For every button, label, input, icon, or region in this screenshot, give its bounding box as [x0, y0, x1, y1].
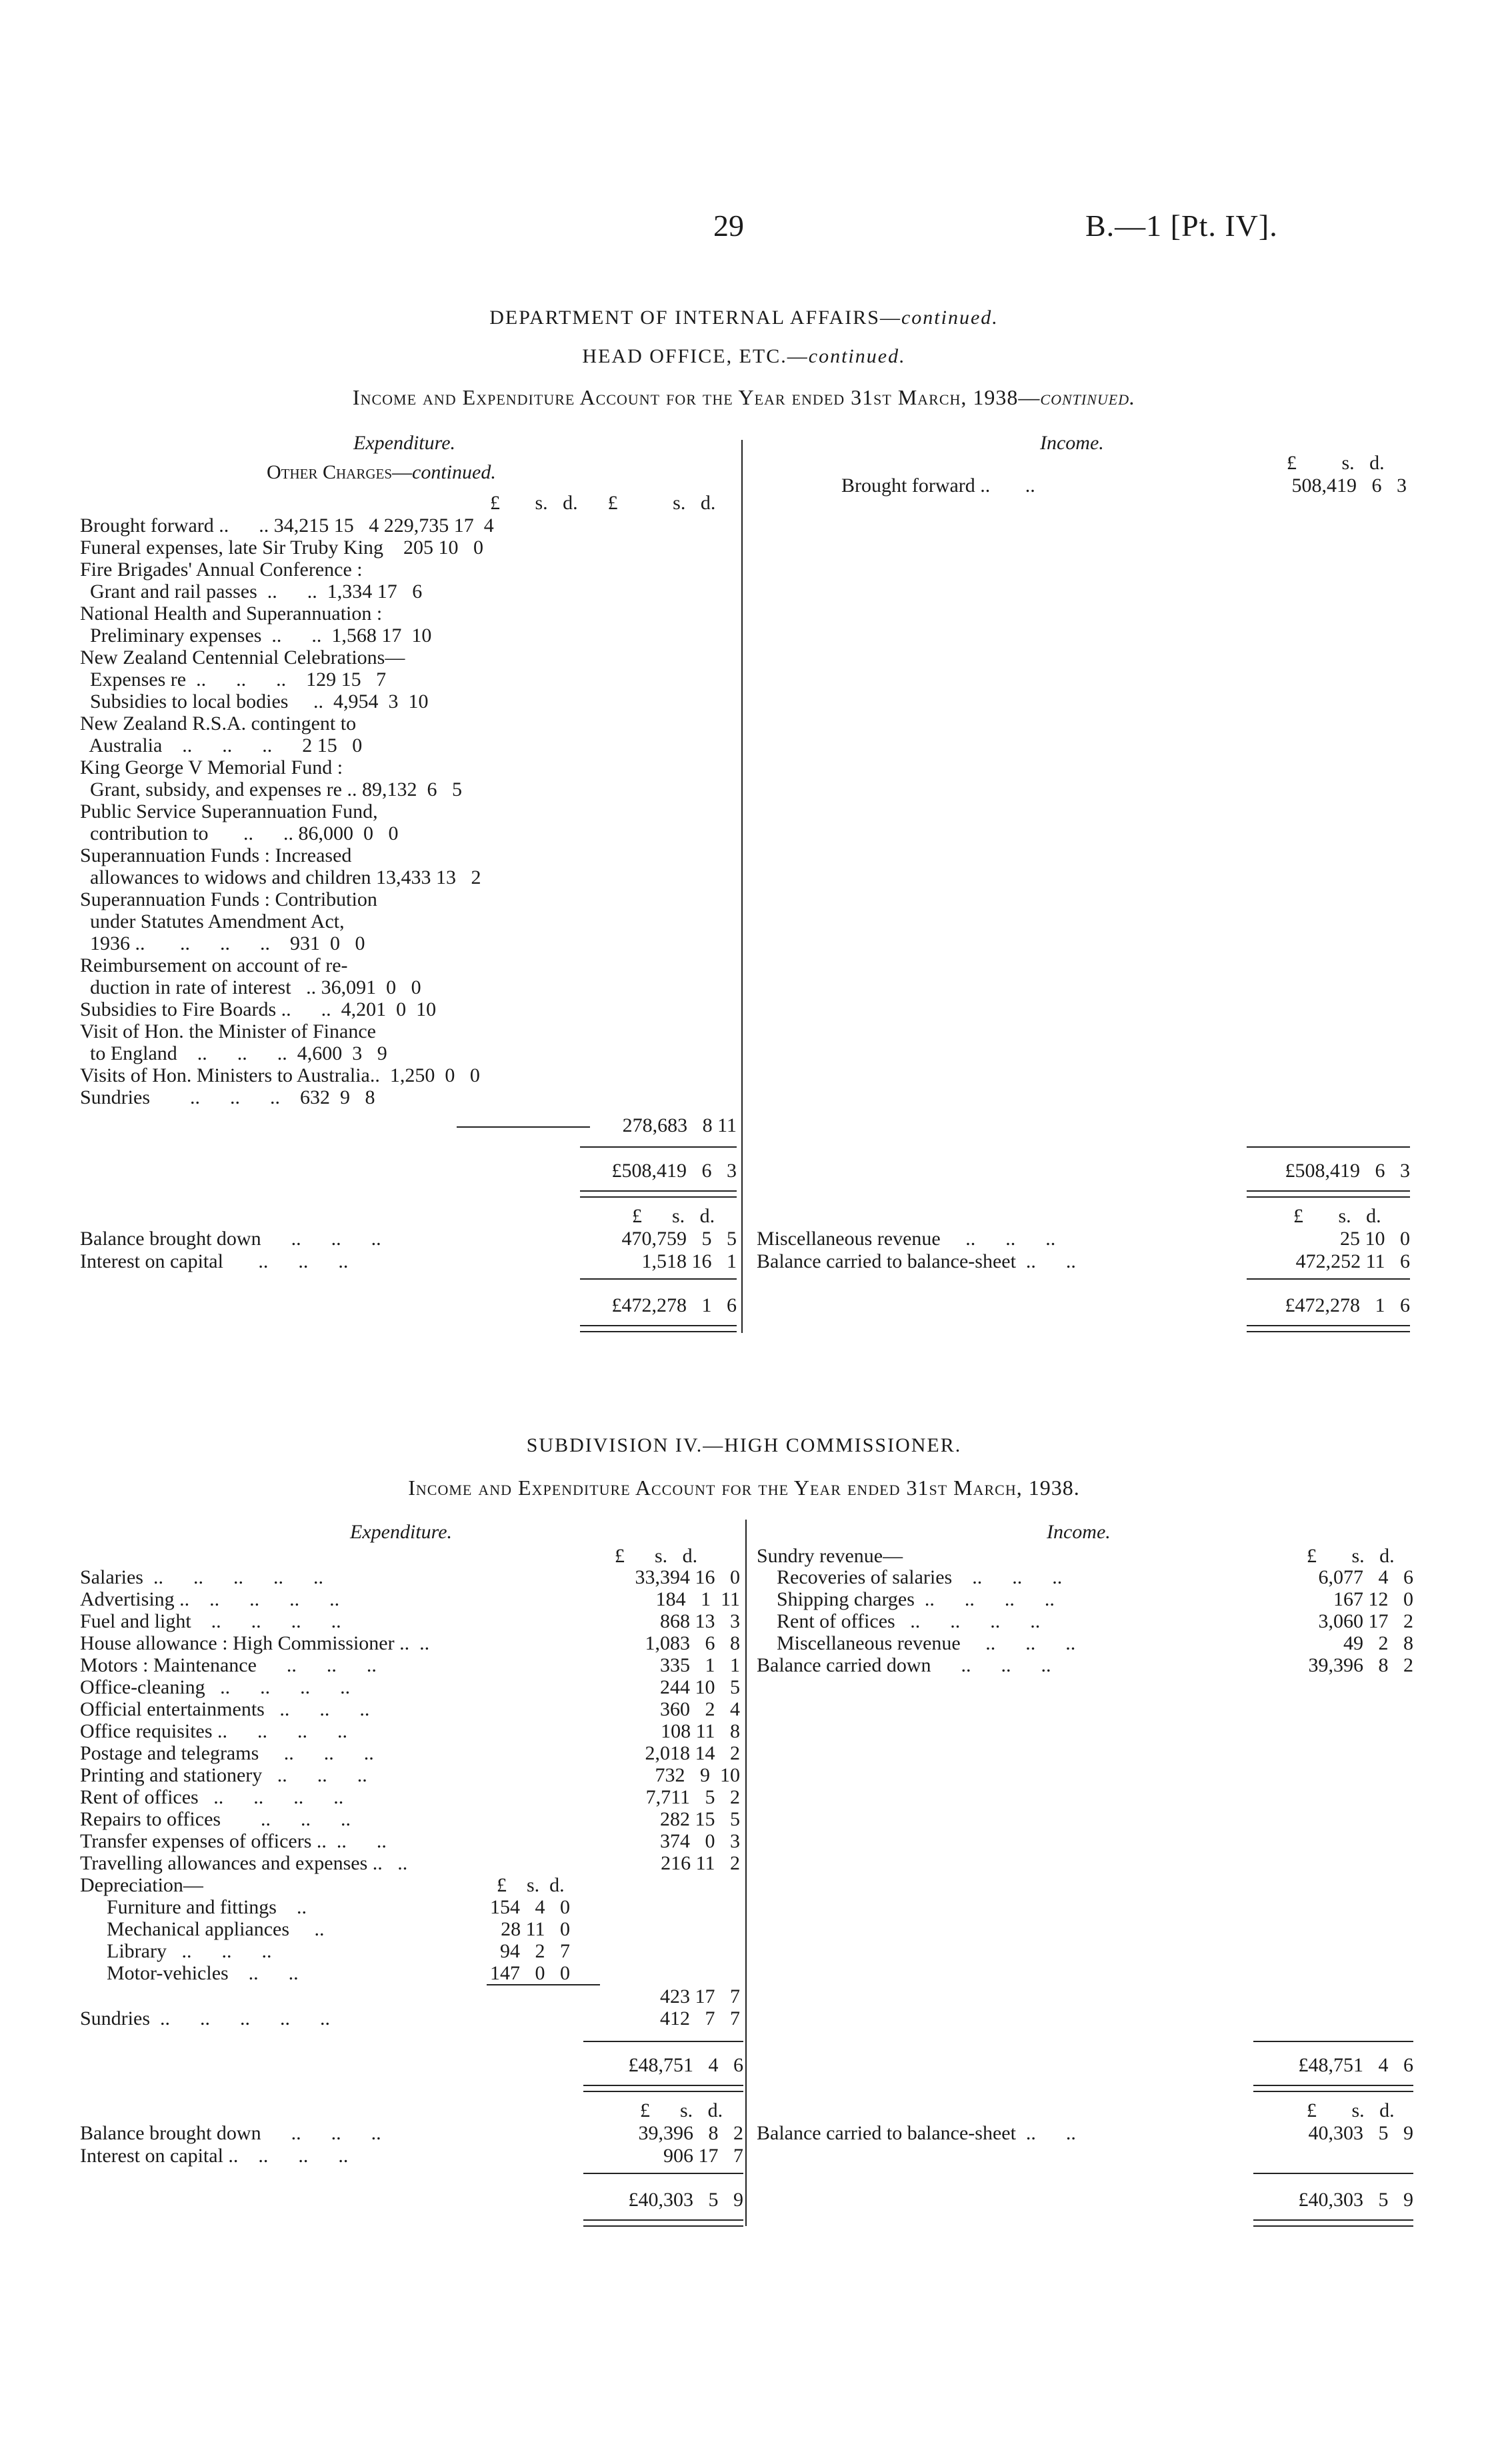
income-row-amount: 6,077 4 6 [1318, 1566, 1413, 1588]
expenditure-row: Funeral expenses, late Sir Truby King 205 10 0 [80, 537, 483, 559]
expense-row-amount: 216 11 2 [661, 1852, 740, 1874]
total-double-rule [580, 1190, 737, 1198]
sub-income-label: Income. [1047, 1521, 1111, 1543]
income-row-amount: 49 2 8 [1343, 1632, 1413, 1654]
balance-total-right: £472,278 1 6 [1285, 1294, 1410, 1316]
bal-double-rule-left [580, 1325, 737, 1332]
expense-row-label: Advertising .. .. .. .. .. [80, 1588, 340, 1610]
expense-row [80, 1852, 740, 1874]
subdivision-account-title: Income and Expenditure Account for the Year ended 31st March, 1938. [408, 1476, 1080, 1500]
sub-bal-column-header-left: £ s. d. [640, 2099, 723, 2121]
expenditure-row: Brought forward .. .. 34,215 15 4 229,735 17 4 [80, 515, 494, 537]
depreciation-total-amount: 423 17 7 [660, 1985, 740, 2007]
balance-carried-amount: 472,252 11 6 [1295, 1250, 1410, 1272]
expenditure-row: 1936 .. .. .. .. 931 0 0 [80, 932, 365, 954]
depreciation-column-header: £ s. d. [497, 1874, 565, 1896]
income-total: £508,419 6 3 [1285, 1160, 1410, 1182]
sub-balance-total-right: £40,303 5 9 [1298, 2189, 1413, 2211]
expense-row [80, 1830, 740, 1852]
sub-income-rows [757, 1566, 1413, 1676]
expense-row [80, 1588, 740, 1610]
expense-row-label: Rent of offices .. .. .. .. [80, 1786, 344, 1808]
expense-row [80, 1676, 740, 1698]
expenditure-rows [80, 515, 494, 1108]
sub-balance-total-left: £40,303 5 9 [628, 2189, 743, 2211]
expenditure-row: Expenses re .. .. .. 129 15 7 [80, 668, 387, 690]
expense-row-label: Office requisites .. .. .. .. [80, 1720, 348, 1742]
sub-expenditure-rows [80, 1566, 740, 2029]
expense-row-amount: 244 10 5 [660, 1676, 740, 1698]
expense-row [80, 1786, 740, 1808]
expense-row [80, 1566, 740, 1588]
sundry-revenue-heading: Sundry revenue— [757, 1545, 903, 1567]
income-row-label: Rent of offices .. .. .. .. [777, 1610, 1041, 1632]
sub-balance-brought-down-label: Balance brought down .. .. .. [80, 2122, 381, 2144]
depreciation-row-label: Furniture and fittings .. [107, 1896, 307, 1918]
sub-total-rule-left [583, 2041, 743, 2042]
office-heading: HEAD OFFICE, ETC.—continued. [582, 345, 906, 367]
income-row [757, 1588, 1413, 1610]
expense-row-label: Fuel and light .. .. .. .. [80, 1610, 341, 1632]
column-header-right: £ s. d. [1287, 452, 1385, 474]
expense-row-amount: 374 0 3 [660, 1830, 740, 1852]
sub-bal-double-rule-right [1253, 2219, 1413, 2227]
expense-row [80, 1654, 740, 1676]
sub-bal-rule-right [1253, 2173, 1413, 2174]
expenditure-row: duction in rate of interest .. 36,091 0 0 [80, 976, 421, 998]
expense-row-label: Motors : Maintenance .. .. .. [80, 1654, 377, 1676]
account-title: Income and Expenditure Account for the Year ended 31st March, 1938—continued. [352, 385, 1136, 409]
expenditure-row: Australia .. .. .. 2 15 0 [80, 734, 363, 756]
expenditure-row: Visits of Hon. Ministers to Australia.. 1,250 0 0 [80, 1064, 480, 1086]
total-rule [580, 1146, 737, 1148]
balance-total-left: £472,278 1 6 [611, 1294, 737, 1316]
depreciation-row [80, 1918, 740, 1940]
expenditure-row: contribution to .. .. 86,000 0 0 [80, 822, 399, 844]
depreciation-row-amount: 147 0 0 [490, 1962, 570, 1984]
sundries-row-amount: 412 7 7 [660, 2007, 740, 2029]
sub-column-header-right: £ s. d. [1307, 1545, 1395, 1567]
document-reference: B.—1 [Pt. IV]. [1085, 209, 1278, 243]
sub-column-header-left: £ s. d. [615, 1545, 698, 1567]
expense-row-amount: 282 15 5 [660, 1808, 740, 1830]
page-number: 29 [713, 209, 744, 243]
expenditure-row: Superannuation Funds : Increased [80, 844, 352, 866]
expenditure-row: to England .. .. .. 4,600 3 9 [80, 1042, 387, 1064]
expenditure-row: New Zealand Centennial Celebrations— [80, 646, 405, 668]
depreciation-row [80, 1962, 740, 1984]
expense-row-amount: 335 1 1 [660, 1654, 740, 1676]
sub-interest-amount: 906 17 7 [663, 2145, 743, 2167]
sub-double-rule-right [1253, 2085, 1413, 2092]
bal-total-rule-left [580, 1278, 737, 1280]
expense-row [80, 1632, 740, 1654]
income-row [757, 1610, 1413, 1632]
expense-row [80, 1610, 740, 1632]
depreciation-heading-label: Depreciation— [80, 1874, 203, 1896]
expense-row-amount: 732 9 10 [655, 1764, 740, 1786]
sub-total-rule-right [1253, 2041, 1413, 2042]
expenditure-row: Superannuation Funds : Contribution [80, 888, 377, 910]
sub-balance-brought-down-amount: 39,396 8 2 [638, 2122, 743, 2144]
bal-double-rule-right [1247, 1325, 1410, 1332]
depreciation-row-amount: 28 11 0 [501, 1918, 570, 1940]
expense-row-amount: 7,711 5 2 [645, 1786, 740, 1808]
expenditure-label: Expenditure. [353, 432, 456, 454]
bal-total-rule-right [1247, 1278, 1410, 1280]
expenditure-row: Grant and rail passes .. .. 1,334 17 6 [80, 581, 423, 603]
income-row-amount: 3,060 17 2 [1318, 1610, 1413, 1632]
expense-row-amount: 33,394 16 0 [635, 1566, 740, 1588]
sub-double-rule-left [583, 2085, 743, 2092]
income-row [757, 1566, 1413, 1588]
expenditure-row: Subsidies to Fire Boards .. .. 4,201 0 10 [80, 998, 437, 1020]
expense-row-label: Salaries .. .. .. .. .. [80, 1566, 323, 1588]
balance-column-header-left: £ s. d. [632, 1205, 715, 1227]
income-total-rule [1247, 1146, 1410, 1148]
expenditure-row: New Zealand R.S.A. contingent to [80, 712, 357, 734]
sub-expenditure-total: £48,751 4 6 [628, 2054, 743, 2076]
expenditure-row: allowances to widows and children 13,433 13 2 [80, 866, 481, 888]
sub-income-total: £48,751 4 6 [1298, 2054, 1413, 2076]
expense-row-amount: 2,018 14 2 [645, 1742, 740, 1764]
interest-on-capital-label: Interest on capital .. .. .. [80, 1250, 349, 1272]
subdivision-heading: SUBDIVISION IV.—HIGH COMMISSIONER. [526, 1434, 962, 1456]
balance-brought-down-amount: 470,759 5 5 [621, 1228, 737, 1250]
depreciation-row-amount: 154 4 0 [490, 1896, 570, 1918]
expense-row [80, 1720, 740, 1742]
balance-brought-down-label: Balance brought down .. .. .. [80, 1228, 381, 1250]
income-label: Income. [1040, 432, 1104, 454]
sub-bal-rule-left [583, 2173, 743, 2174]
expenditure-row: Grant, subsidy, and expenses re .. 89,132 6 5 [80, 778, 462, 800]
expenditure-row: Fire Brigades' Annual Conference : [80, 559, 363, 581]
expenditure-row: Preliminary expenses .. .. 1,568 17 10 [80, 624, 432, 646]
expenditure-row: National Health and Superannuation : [80, 603, 383, 624]
depreciation-heading [80, 1874, 740, 1896]
sub-bal-double-rule-left [583, 2219, 743, 2227]
income-row-amount: 167 12 0 [1333, 1588, 1413, 1610]
expense-row-label: Official entertainments .. .. .. [80, 1698, 370, 1720]
sub-expenditure-label: Expenditure. [350, 1521, 453, 1543]
expense-row [80, 1742, 740, 1764]
sub-balance-carried-label: Balance carried to balance-sheet .. .. [757, 2122, 1076, 2144]
sundries-row [80, 2007, 740, 2029]
sub-balance-carried-amount: 40,303 5 9 [1308, 2122, 1413, 2144]
expense-row [80, 1698, 740, 1720]
income-brought-forward-amount: 508,419 6 3 [1291, 475, 1407, 497]
misc-revenue-label: Miscellaneous revenue .. .. .. [757, 1228, 1056, 1250]
expense-row-label: Transfer expenses of officers .. .. .. [80, 1830, 387, 1852]
expense-row-label: Travelling allowances and expenses .. .. [80, 1852, 408, 1874]
column-header-left: £ s. d. £ s. d. [490, 492, 716, 514]
expense-row-label: Postage and telegrams .. .. .. [80, 1742, 374, 1764]
expense-row-amount: 184 1 11 [655, 1588, 740, 1610]
depreciation-row-label: Library .. .. .. [107, 1940, 272, 1962]
sundries-row-label: Sundries .. .. .. .. .. [80, 2007, 330, 2029]
expenditure-row: King George V Memorial Fund : [80, 756, 343, 778]
subtotal-amount: 278,683 8 11 [622, 1114, 737, 1136]
subtotal-rule [457, 1126, 590, 1128]
income-brought-forward-label: Brought forward .. .. [841, 475, 1035, 497]
expenditure-row: Reimbursement on account of re- [80, 954, 348, 976]
sub-bal-column-header-right: £ s. d. [1307, 2099, 1395, 2121]
expense-row-label: Repairs to offices .. .. .. [80, 1808, 351, 1830]
balance-carried-down-row-label: Balance carried down .. .. .. [757, 1654, 1051, 1676]
column-divider [741, 440, 743, 1333]
balance-carried-label: Balance carried to balance-sheet .. .. [757, 1250, 1076, 1272]
interest-on-capital-amount: 1,518 16 1 [641, 1250, 737, 1272]
income-row [757, 1632, 1413, 1654]
balance-carried-down-row [757, 1654, 1413, 1676]
expenditure-row: Subsidies to local bodies .. 4,954 3 10 [80, 690, 429, 712]
balance-carried-down-row-amount: 39,396 8 2 [1308, 1654, 1413, 1676]
sub-column-divider [745, 1520, 747, 2226]
expense-row-label: Printing and stationery .. .. .. [80, 1764, 367, 1786]
expenditure-total: £508,419 6 3 [611, 1160, 737, 1182]
other-charges-heading: Other Charges—continued. [267, 461, 496, 483]
expense-row-amount: 108 11 8 [661, 1720, 740, 1742]
expense-row-label: House allowance : High Commissioner .. .. [80, 1632, 430, 1654]
income-row-label: Miscellaneous revenue .. .. .. [777, 1632, 1076, 1654]
expense-row-amount: 1,083 6 8 [645, 1632, 740, 1654]
income-row-label: Shipping charges .. .. .. .. [777, 1588, 1055, 1610]
expenditure-row: under Statutes Amendment Act, [80, 910, 345, 932]
sub-interest-label: Interest on capital .. .. .. .. [80, 2145, 349, 2167]
expense-row [80, 1764, 740, 1786]
income-row-label: Recoveries of salaries .. .. .. [777, 1566, 1063, 1588]
depreciation-row [80, 1940, 740, 1962]
depreciation-row [80, 1896, 740, 1918]
expenditure-row: Public Service Superannuation Fund, [80, 800, 378, 822]
balance-column-header-right: £ s. d. [1293, 1205, 1381, 1227]
expense-row [80, 1808, 740, 1830]
depreciation-row-amount: 94 2 7 [500, 1940, 570, 1962]
expense-row-amount: 868 13 3 [660, 1610, 740, 1632]
expense-row-amount: 360 2 4 [660, 1698, 740, 1720]
depreciation-row-label: Mechanical appliances .. [107, 1918, 325, 1940]
expenditure-row: Sundries .. .. .. 632 9 8 [80, 1086, 375, 1108]
expense-row-label: Office-cleaning .. .. .. .. [80, 1676, 351, 1698]
depreciation-total [80, 1985, 740, 2007]
expenditure-row: Visit of Hon. the Minister of Finance [80, 1020, 376, 1042]
misc-revenue-amount: 25 10 0 [1340, 1228, 1410, 1250]
depreciation-row-label: Motor-vehicles .. .. [107, 1962, 299, 1984]
income-total-double-rule [1247, 1190, 1410, 1198]
department-heading: DEPARTMENT OF INTERNAL AFFAIRS—continued. [489, 307, 999, 329]
